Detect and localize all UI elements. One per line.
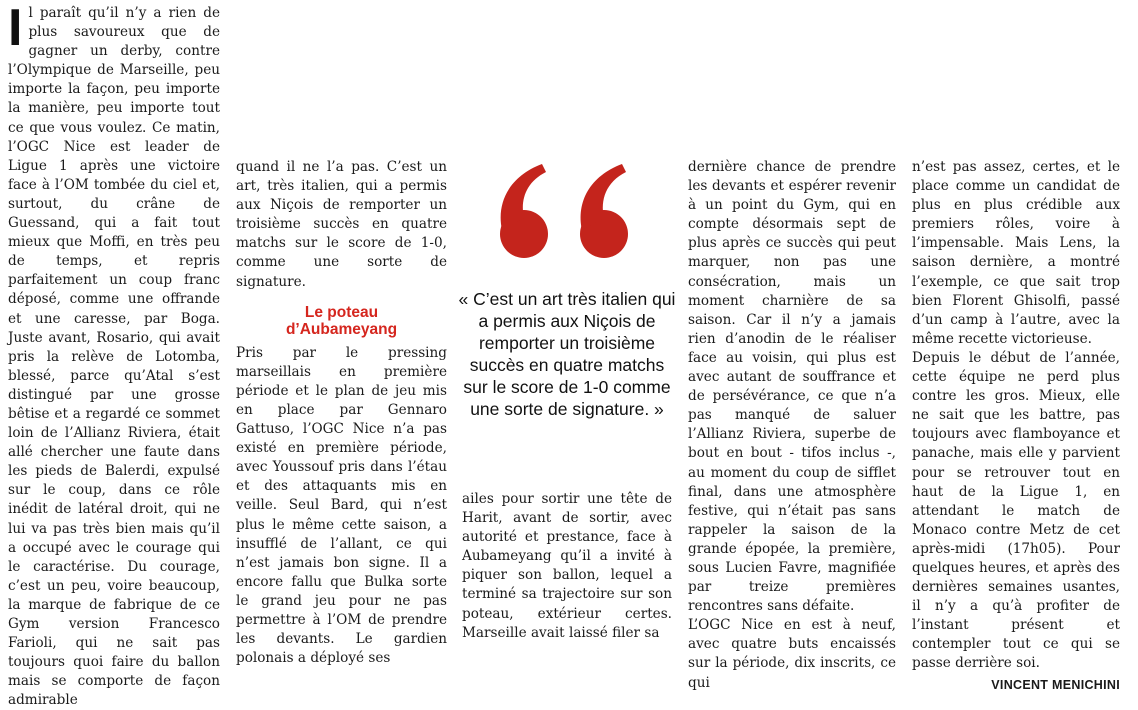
article-column-3 bbox=[462, 490, 672, 640]
paragraph: quand il ne l’a pas. C’est un art, très italien, qui a permis aux Niçois de remporter un troisième succès en quatre matchs sur le score de 1-0, comme une sorte de signature. bbox=[236, 159, 447, 290]
article-column-1 bbox=[8, 0, 220, 709]
article-column-2 bbox=[236, 158, 447, 667]
paragraph: Pris par le pressing marseillais en première période et le plan de jeu mis en place par Gennaro Gattuso, l’OGC Nice n’a pas existé en première période, avec Youssouf pris dans l’étau et des attaquants mis en veille. Seul Bard, qui n’est plus le même cette saison, a insufflé de l’allant, ce qui n’est jamais bon signe. Il a encore fallu que Bulka sorte le grand jeu pour ne pas permettre à l’OM de prendre les devants. Le gardien polonais a déployé ses bbox=[236, 344, 447, 667]
article-column-4 bbox=[688, 158, 896, 691]
section-subheading bbox=[236, 304, 447, 338]
paragraph: ailes pour sortir une tête de Harit, avant de sortir, avec autorité et prestance, face à Aubameyang qu’il a invité à piquer son ballon, lequel a terminé sa trajectoire sur son poteau, extérieur certes. Marseille avait laissé filer sa bbox=[462, 491, 672, 641]
paragraph: Depuis le début de l’année, cette équipe ne perd plus contre les gros. Mieux, elle ne sait que les battre, pas toujours avec flamboyance et panache, mais elle y parvient pour se retrouver tout en haut de la Ligue 1, en attendant le match de Monaco contre Metz de cet après-midi (17h05). Pour quelques heures, et après des dernières semaines usantes, il n’y a qu’à profiter de l’instant présent et contempler tout ce qui se passe derrière soi. bbox=[912, 349, 1120, 672]
intro-paragraph bbox=[8, 0, 220, 710]
drop-cap: I bbox=[8, 0, 23, 57]
article-column-5 bbox=[912, 158, 1120, 692]
subheading-line-2: d’Aubameyang bbox=[285, 320, 398, 338]
paragraph: n’est pas assez, certes, et le place comme un candidat de plus en plus crédible aux premiers rôles, voire à l’impensable. Mais Lens, la saison dernière, a montré l’exemple, ce que sait trop bien Florent Ghisolfi, passé d’un camp à l’autre, avec la même recette victorieuse. bbox=[912, 159, 1120, 347]
paragraph: L’OGC Nice en est à neuf, avec quatre buts encaissés sur la période, dix inscrits, ce qui bbox=[688, 617, 896, 691]
quotation-marks-icon bbox=[462, 158, 672, 268]
author-signature: VINCENT MENICHINI bbox=[991, 677, 1120, 692]
pull-quote: « C’est un art très italien qui a permis aux Niçois de remporter un troisième succès en quatre matchs sur le score de 1-0 comme une sorte de signature. » bbox=[458, 289, 676, 419]
paragraph: dernière chance de prendre les devants et espérer revenir à un point du Gym, qui en compte désormais sept de plus après ce succès qui peut marquer, non pas une consécration, mais un moment charnière de sa saison. Car il n’y a jamais rien d’anodin de le réaliser face au voisin, qui plus est avec autant de souffrance et de persévérance, ce que n’a pas manqué de saluer l’Allianz Riviera, superbe de bout en bout - tifos inclus -, au moment du coup de sifflet final, dans une atmosphère festive, qui n’était pas sans rappeler la saison de la grande épopée, la première, sous Lucien Favre, magnifiée par treize premières rencontres sans défaite. bbox=[688, 159, 896, 615]
intro-text: l paraît qu’il n’y a rien de plus savoureux que de gagner un derby, contre l’Olympique de Marseille, peu importe la façon, peu importe la manière, peu importe tout ce que vous voulez. Ce matin, l’OGC Nice est leader de Ligue 1 après une victoire face à l’OM tombée du ciel et, surtout, du crâne de Guessand, qui a fait tout mieux que Moffi, en très peu de temps, et repris parfaitement un coup franc déposé, comme une offrande et une caresse, par Boga. Juste avant, Rosario, qui avait pris la relève de Lotomba, blessé, parce qu’Atal s’est distingué par une grosse bêtise et a regardé ce sommet loin de l’Allianz Riviera, était allé chercher une faute dans les pieds de Balerdi, expulsé sur le coup, dans ce rôle inédit de latéral droit, qui ne lui va pas très bien mais qu’il a occupé avec le courage qui le caractérise. Du courage, c’est un peu, voire beaucoup, la marque de fabrique de ce Gym version Francesco Farioli, qui ne sait pas toujours quoi faire du ballon mais se comporte de façon admirable bbox=[8, 5, 220, 709]
subheading-line-1: Le poteau bbox=[304, 303, 379, 321]
